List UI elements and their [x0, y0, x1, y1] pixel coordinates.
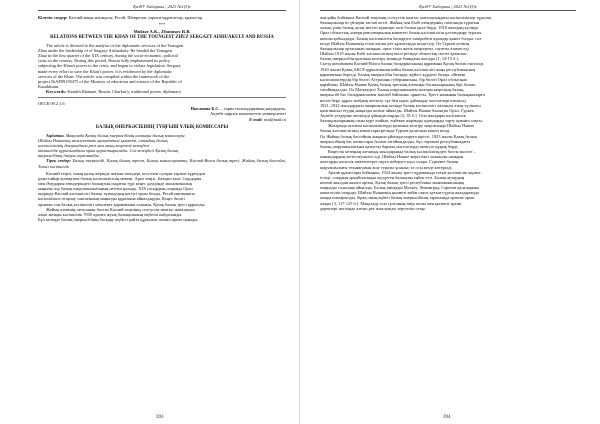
body-line: балық өнеркәсібін қалпына келтіру жөнінде баяндама жасады [1, 14-15 б.].: [320, 56, 459, 62]
body-line: балықшылар ортасынан шыққан, орыс тілін жетік меңгерген, сауатты азамат еді.: [320, 45, 470, 51]
page-right: [300, 0, 600, 424]
article-title-kk: БАЛЫҚ ӨНЕРКӘСІБІНІҢ ТҮҢҒЫШ ҰЛЫҚ КОМИССАРЫ: [95, 124, 229, 130]
body-line: 1920 жылы Қазақ АКСР құрылғаннан кейін балық кәсіпшілігі жаңа республиканың: [320, 66, 475, 72]
body-line: Орал облыстық әскери революциялық комитеті балық кәсіпшілігін ұлттандыру туралы: [320, 30, 482, 36]
body-line: Ақтөбе уездеріне жеткізуді ұйымдастырды [2, 35 б.]. Осы жылдары кәсіпшілік: [320, 112, 466, 118]
body-line: істеді, олардың әрқайсысында жүздеген балықшы еңбек етті. Балық аулаудың: [320, 174, 465, 180]
body-line: кәсіпшіліктердің бір бөлігі Астрахань губерниясына, бір бөлігі Орал облысына: [320, 76, 467, 82]
keywords-kk-label: Тірек сөздер:: [46, 158, 72, 164]
body-line: маңызы зор балық шаруашылығының негізін қалады. XIX ғасырдың соңында Орал: [38, 186, 193, 192]
annotation-line: кәсіпшілігінің дамуындағы рөлі мен оның кеңестік кезеңдегі: [38, 142, 150, 148]
abstract-line: services of the Khan. The article was compiled within the framework of the: [38, 73, 170, 79]
body-line: алып жатқан кәсіпшілік 7000 адамға жуық балықшының еңбегін пайдаланды.: [38, 211, 183, 217]
body-line: көлемі жылдан жылға артып, Қазақ балық тресі республика экономикасының: [320, 180, 464, 185]
body-line: тағайындалды. Ол Мәскеудегі Халық шаруашылығы жоғары кеңесінің балық: [320, 87, 464, 93]
body-line: кәсіпшілікті отарлау саясатының маңызды құралына айналдырды. Кеңес билігі: [38, 196, 185, 202]
body-line: өңірінде Каспий кәсіпшілігі балық тұтынудың негізгі орны болды, Ресей империясы: [38, 191, 195, 197]
annotation-line: әкімшілдік құрылымдағы орны қарастырылады. Сол кезеңдегі Қазақ балық: [38, 148, 179, 154]
body-line: ұлан-ғайыр аумақтағы балық кәсіпшілігінің мекені. Арал теңізі, Балқаш көлі, Сырдария: [38, 175, 202, 181]
body-text-left: [38, 171, 286, 223]
body-line: Шайхы 1919 жылы Ембі кәсіпшілігінің өкілі ретінде облыстық съезге қатысып,: [320, 51, 468, 57]
body-line: Архив құжаттары бойынша, 1924 жылы трест құрамында тоғыз кәсіпшілік жұмыс: [328, 169, 481, 175]
body-line: мамандардың жетіспеушілігі еді. Шайхы Нәшке жергілікті халықтан шыққан: [320, 154, 464, 160]
body-line: Бұл кезеңде балық өнеркәсібінің басқару жүйесі қайта құрылып, комиссариат орнады.: [38, 217, 199, 223]
keywords-en-line: [38, 89, 286, 94]
body-line: балықшыларының саны күрт азайып, еңбекке жарамды адамдарды тарту қиынға соқты.: [320, 118, 483, 124]
body-line: маңызды саласына айналды. Балық өнімдері Мәскеу, Ленинград, Саратов қалаларына: [320, 185, 479, 191]
body-line: шаруашылығы техникумын ашу туралы ұсыныс та осы кезде көтерілді.: [320, 164, 453, 170]
keywords-text: Каспий маңы жылқысы, Ресей, Шеврозов, тарихи мұрағаттар, құжаттар.: [68, 15, 204, 20]
body-line: Каспий теңізі, оның қазақ жерінде ағатын өзендері, көл-өзен сулары тарихи тұрғыдан: [46, 170, 205, 176]
body-line: 1921–1922 жылдардағы ашаршылық кезінде балық кәсіпшілігі халықты азық-түлікпен: [320, 102, 481, 108]
author-affiliation: Ақтөбе өңірлік мемлекеттік университеті: [210, 111, 286, 117]
abstract-line: made every effort to save the Khan's power. It is evidenced by the diplomatic: [38, 68, 173, 74]
section-separator: ***: [158, 22, 166, 28]
page-number-left: 393: [156, 415, 164, 420]
author-info: [38, 106, 286, 121]
authors-en: Muktar A.K., Zhunusov R.B.: [133, 29, 191, 35]
page-number-right: 394: [443, 415, 451, 420]
body-line: халық үшін балық аулау негізгі күнкөріс көзі болып қала берді. 1918 жылдың күзінде: [320, 25, 479, 31]
body-line: жоққа шығарылды, бірақ оның еңбегі балық өнеркәсібінің тарихында ерекше орын: [320, 195, 475, 201]
body-line: жағдайы бойынша Каспий теңізінің солтүстік шығыс жағалауындағы кәсіпшіліктер тұралап,: [320, 15, 493, 20]
author-email: E-mail: nsn@mail.ru: [249, 116, 286, 122]
body-line: несие беру, құрал-жабдық жеткізу, тұз бен ыдыс дайындау мәселелері шешілді.: [320, 97, 467, 103]
body-line: шешім қабылдады. Балық кәсіпшілігін басқаруға тәжірибелі адамдар қажет болды, сол: [320, 35, 482, 41]
abstract-en: [38, 43, 286, 89]
body-line: Кеңестік кезеңнің алғашқы жылдарында балық кәсіпшілігіндегі басты мәселе –: [328, 149, 476, 155]
running-head-right: ҚазҰУ Хабаршы | 2023 №1(5)е: [320, 4, 576, 11]
body-text-right: [320, 15, 576, 211]
body-line: алады [3, 117-125 б.]. Мақалада осы тұлғаның өмір жолы мен қызметі архив: [320, 200, 462, 206]
body-line: Съезд шешімімен Каспий-Волга балық басқармасының құрамына Қазақ бөлімі енгізілді.: [320, 61, 485, 67]
body-line: балық шаруашылығына қатысты барлық мәселелерді шешуге құқық берді.: [320, 143, 459, 149]
annotation: [38, 133, 286, 159]
abstract-line: Zhuz under the leadership of of Sergazy Aishuakuly. He headed the Youngest: [38, 47, 173, 53]
body-line: деректері негізінде алғаш рет жан-жақты зерттеліп отыр.: [320, 205, 426, 211]
body-line: қарамағына берілді. Балық өнеркәсібін басқару жүйесі күрделі болды, өйткені: [320, 71, 466, 77]
body-line: Ол Жайық балық бассейнін жаңаша ұйымдастыруға кірісті. 1923 жылы Қазақ балық: [320, 133, 477, 139]
body-line: Жоғарыда аталған кәсіпшіліктерді қалпына келтіру мақсатында Шайхы Нәшке: [328, 123, 475, 129]
body-line: қарайтын. Шайхы Нәшке Қазақ балық тресінің алғашқы басшыларының бірі болып: [320, 82, 476, 88]
article-title-en: RELATIONS BETWEEN THE KHAN OF THE YOUNGEST ZHUZ SERGAZY AISHUAKULY AND RUSSIA: [50, 35, 274, 41]
running-head-left: ҚазҰУ Хабаршы | 2023 №1(5)е: [38, 4, 286, 11]
keywords-kk-line: [38, 158, 286, 168]
abstract-line: subjecting the Khan's power to the crisis, and began to violate legislation. Sergazy: [38, 63, 181, 69]
oecd-code: ОЕСК 09.2.1.6: [38, 101, 65, 107]
body-line: өнеркәсібінің бас комиссары болып тағайындалды, бұл лауазым республикадағы: [320, 138, 470, 144]
body-line: жастарды кәсіптік мектептерге оқуға жіберуге күш салды. Гурьевте балық: [320, 159, 458, 165]
author-line: Нысанова Б.С. – тарих ғылымдарының кандидаты,: [190, 106, 286, 112]
body-line: балықшылар өз үйлерін тастап кетті. Жайық пен Ембі өзендерінің сағасында тұратын: [320, 20, 480, 26]
keywords-kk-text: Балық өнеркәсібі, Қазақ балық трест, Балық комиссариаты, Каспий-Волга балық тресі, Жайық балық бассейні, Тоғыз кәсіпшілік.: [38, 158, 286, 169]
annotation-line: өнеркәсібінің дамуы сараланады.: [38, 153, 100, 159]
section-divider: [38, 97, 286, 98]
keywords-line: [38, 15, 286, 20]
body-line: қамтамасыз етудің маңызды көзіне айналды. Шайхы Нәшке балықты Орал, Гурьев,: [320, 107, 475, 113]
abstract-line: project №AP09158475 of the Ministry of education and science of the Republic of: [38, 78, 182, 84]
abstract-line: crisis in the country. During this period, Russia fully implemented its policy,: [38, 58, 171, 64]
body-line: кезде Шайхы Нәшкенің есімі алғаш рет құжаттарда кездеседі. Ол Гурьев уезінің: [320, 40, 470, 46]
body-line: балық кәсіпшілігінің комиссары ретінде Гурьев қаласына көшіп келді.: [320, 128, 451, 134]
keywords-en-text: Kazakh Khanate, Russia, Charkas'y, traditional power, diplomacy: [67, 89, 182, 95]
keywords-en-label: Keywords:: [46, 89, 67, 95]
abstract-line: The article is devoted to the analysis of the diplomatic services of the Youngest: [46, 42, 184, 48]
body-line: мен Әмудария өзендеріндегі балықтың ондаған түрі кеңес дәуірінде экономикалық: [38, 181, 193, 186]
body-line: өнеркәсібі бас басқармасымен тікелей байланыс орнатты. Трест жанынан балықшыларға: [320, 92, 485, 98]
body-line: жөнелтіліп отырды. Шайхы Нәшкенің қызметі кейін саяси қуғын-сүргін жылдарында: [320, 190, 479, 196]
keywords-label: Кілттік сөздер:: [38, 15, 68, 20]
abstract-line: Zhuz in the first quarter of the XIX century, during the socio-economic, political: [38, 53, 178, 59]
annotation-line: Аңдатпа. Мақалада Қазақ балық өнеркәсібінің алғашқы балық комиссары: [46, 132, 185, 138]
annotation-line: Шайхы Нәшкенің мемлекеттік қызметтегі қызметі, отандық балық: [38, 137, 168, 143]
body-line: орнаған соң балық кәсіпшілігі мемлекет қарамағына алынып, Қазақ балық тресі құрылды.: [38, 201, 206, 207]
body-line: Жайық өзенінің сағасынан бастап Каспий теңізінің солтүстік-шығыс жағалауын: [46, 206, 195, 212]
abstract-line: Kazakhstan.: [38, 84, 60, 89]
